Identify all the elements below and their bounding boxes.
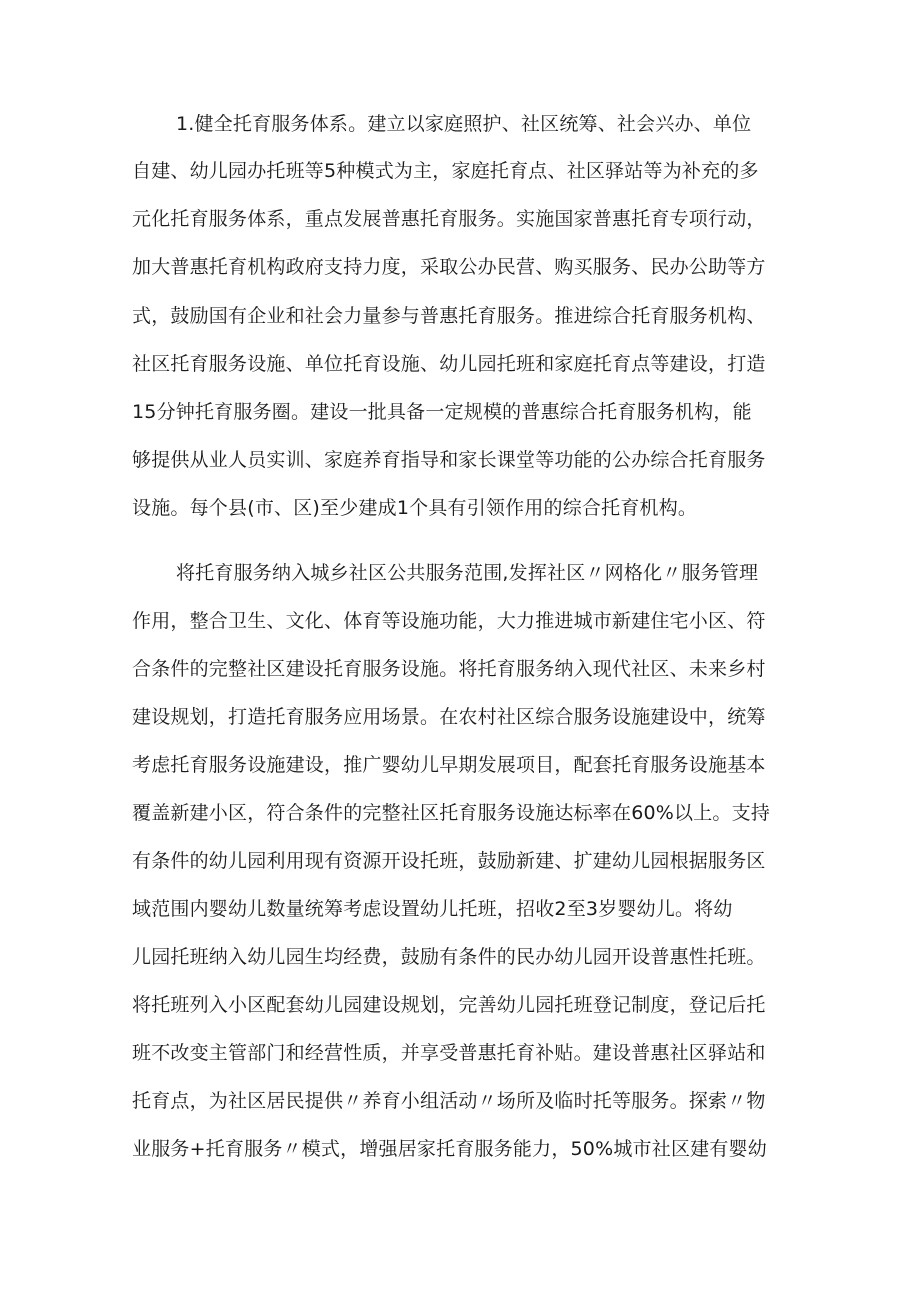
text-line: 自建、幼儿园办托班等5种模式为主，家庭托育点、社区驿站等为补充的多: [132, 160, 759, 182]
text-line: 元化托育服务体系，重点发展普惠托育服务。实施国家普惠托育专项行动，: [132, 208, 766, 230]
text-line: 设施。每个县(市、区)至少建成1个具有引领作用的综合托育机构。: [132, 497, 698, 519]
text-line: 覆盖新建小区，符合条件的完整社区托育服务设施达标率在60%以上。支持: [132, 802, 771, 824]
text-line: 班不改变主管部门和经营性质，并享受普惠托育补贴。建设普惠社区驿站和: [132, 1042, 766, 1064]
text-line: 1.健全托育服务体系。建立以家庭照护、社区统筹、社会兴办、单位: [176, 113, 752, 135]
text-line: 考虑托育服务设施建设，推广婴幼儿早期发展项目，配套托育服务设施基本: [132, 754, 766, 776]
text-line: 业服务+托育服务〃模式，增强居家托育服务能力，50%城市社区建有婴幼: [132, 1138, 767, 1160]
text-line: 社区托育服务设施、单位托育设施、幼儿园托班和家庭托育点等建设，打造: [132, 353, 766, 375]
text-line: 域范围内婴幼儿数量统筹考虑设置幼儿托班，招收2至3岁婴幼儿。将幼: [132, 898, 733, 920]
text-line: 够提供从业人员实训、家庭养育指导和家长课堂等功能的公办综合托育服务: [132, 449, 766, 471]
text-line: 将托班列入小区配套幼儿园建设规划，完善幼儿园托班登记制度，登记后托: [132, 994, 766, 1016]
text-line: 式，鼓励国有企业和社会力量参与普惠托育服务。推进综合托育服务机构、: [132, 305, 766, 327]
text-line: 有条件的幼儿园利用现有资源开设托班，鼓励新建、扩建幼儿园根据服务区: [132, 850, 766, 872]
text-line: 加大普惠托育机构政府支持力度，采取公办民营、购买服务、民办公助等方: [132, 256, 766, 278]
text-line: 托育点，为社区居民提供〃养育小组活动〃场所及临时托等服务。探索〃物: [132, 1090, 766, 1112]
text-line: 建设规划，打造托育服务应用场景。在农村社区综合服务设施建设中，统筹: [132, 706, 766, 728]
text-line: 作用，整合卫生、文化、体育等设施功能，大力推进城市新建住宅小区、符: [132, 610, 766, 632]
text-line: 儿园托班纳入幼儿园生均经费，鼓励有条件的民办幼儿园开设普惠性托班。: [132, 946, 766, 968]
text-line: 15分钟托育服务圈。建设一批具备一定规模的普惠综合托育服务机构，能: [132, 401, 752, 423]
text-line: 合条件的完整社区建设托育服务设施。将托育服务纳入现代社区、未来乡村: [132, 658, 766, 680]
text-line: 将托育服务纳入城乡社区公共服务范围,发挥社区〃网格化〃服务管理: [176, 562, 759, 584]
